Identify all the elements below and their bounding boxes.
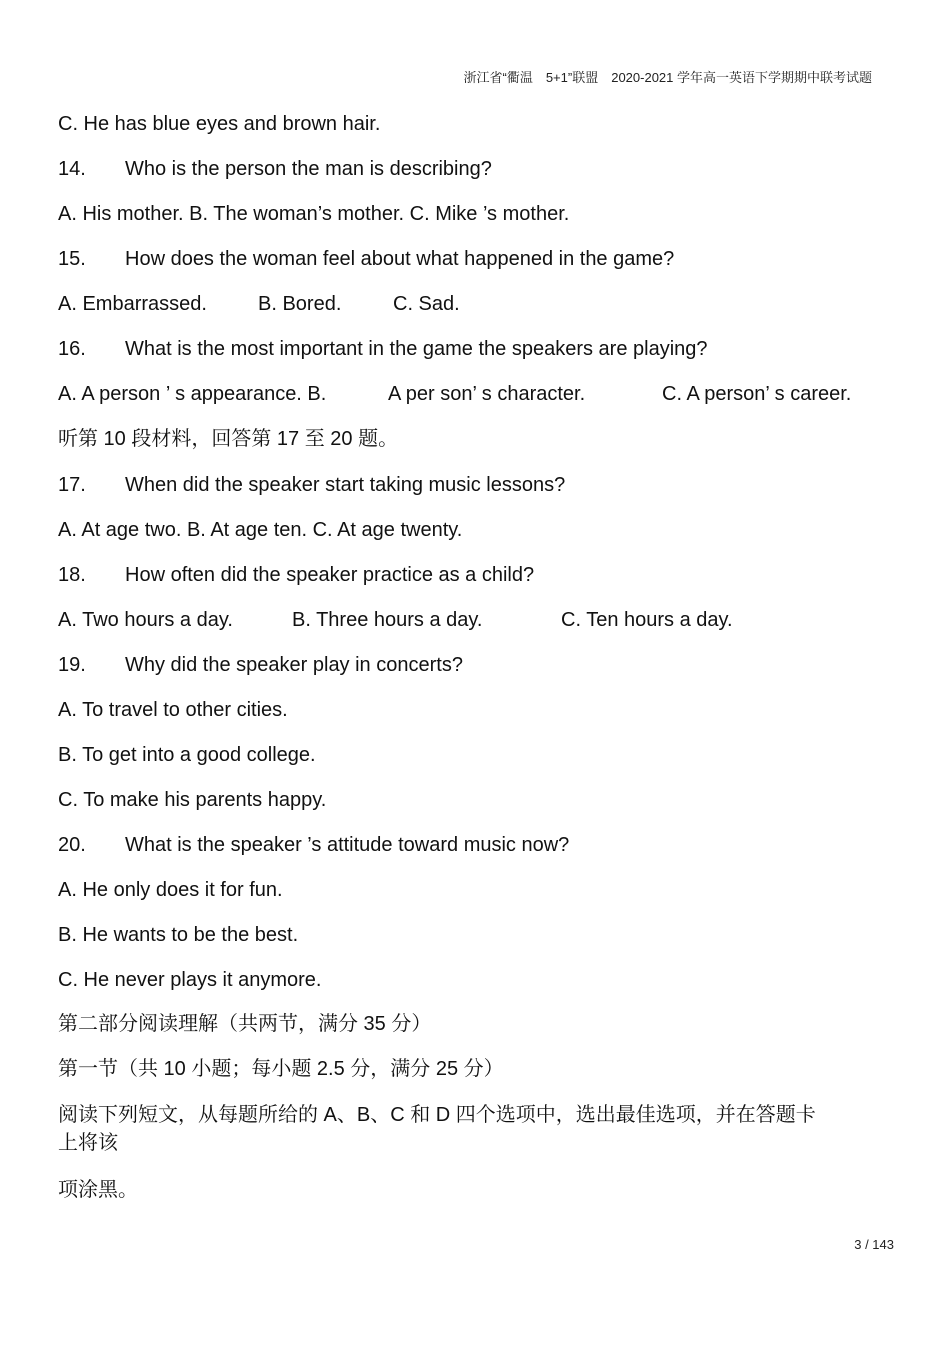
question-number: 15. [58,248,86,270]
instructions-line-2: 上将该 [58,1132,118,1154]
option-c: C. He never plays it anymore. [58,969,322,991]
question-18-options [58,608,733,632]
question-15-options [58,292,460,316]
option-c: C. To make his parents happy. [58,789,327,811]
option-a: A. He only does it for fun. [58,879,283,901]
question-number: 14. [58,158,86,180]
question-19 [58,653,463,677]
question-18 [58,563,534,587]
question-text: When did the speaker start taking music lessons? [125,474,566,496]
question-15 [58,247,674,271]
section-note: 听第 10 段材料，回答第 17 至 20 题。 [58,428,399,450]
question-16-options [58,382,851,406]
question-14-options: A. His mother. B. The woman’s mother. C. Mike ’s mother. [58,203,570,225]
option-b: B. Bored. [258,293,342,315]
section-heading: 第一节（共 10 小题；每小题 2.5 分，满分 25 分） [58,1058,504,1080]
question-text: How often did the speaker practice as a child? [125,564,535,586]
question-text: Why did the speaker play in concerts? [125,654,463,676]
question-17 [58,473,565,497]
instructions-line-1: 阅读下列短文，从每题所给的 A、B、C 和 D 四个选项中，选出最佳选项，并在答题卡 [58,1104,816,1126]
question-number: 20. [58,834,86,856]
option-line: C. He has blue eyes and brown hair. [58,113,381,135]
option-b: B. To get into a good college. [58,744,316,766]
option-c: C. Sad. [393,293,460,315]
option-a: A. Two hours a day. [58,609,233,631]
question-16 [58,337,708,361]
option-c: C. Ten hours a day. [561,609,733,631]
option-a: A. A person ’ s appearance. B. [58,383,327,405]
instructions-line-3: 项涂黑。 [58,1179,138,1201]
option-a: A. Embarrassed. [58,293,207,315]
part-heading: 第二部分阅读理解（共两节，满分 35 分） [58,1013,432,1035]
question-20 [58,833,569,857]
question-number: 18. [58,564,86,586]
option-c: C. A person’ s career. [662,383,852,405]
option-b: B. Three hours a day. [292,609,483,631]
question-17-options: A. At age two. B. At age ten. C. At age twenty. [58,519,463,541]
question-text: How does the woman feel about what happened in the game? [125,248,675,270]
page-header: 浙江省“衢温 5+1”联盟 2020-2021 学年高一英语下学期期中联考试题 [463,70,872,85]
question-number: 17. [58,474,86,496]
question-number: 19. [58,654,86,676]
page-number: 3 / 143 [854,1237,894,1252]
question-14 [58,157,492,181]
question-text: What is the speaker ’s attitude toward music now? [125,834,570,856]
question-text: What is the most important in the game the speakers are playing? [125,338,708,360]
option-b: B. He wants to be the best. [58,924,299,946]
question-number: 16. [58,338,86,360]
option-a: A. To travel to other cities. [58,699,288,721]
option-b: A per son’ s character. [388,383,586,405]
question-text: Who is the person the man is describing? [125,158,492,180]
